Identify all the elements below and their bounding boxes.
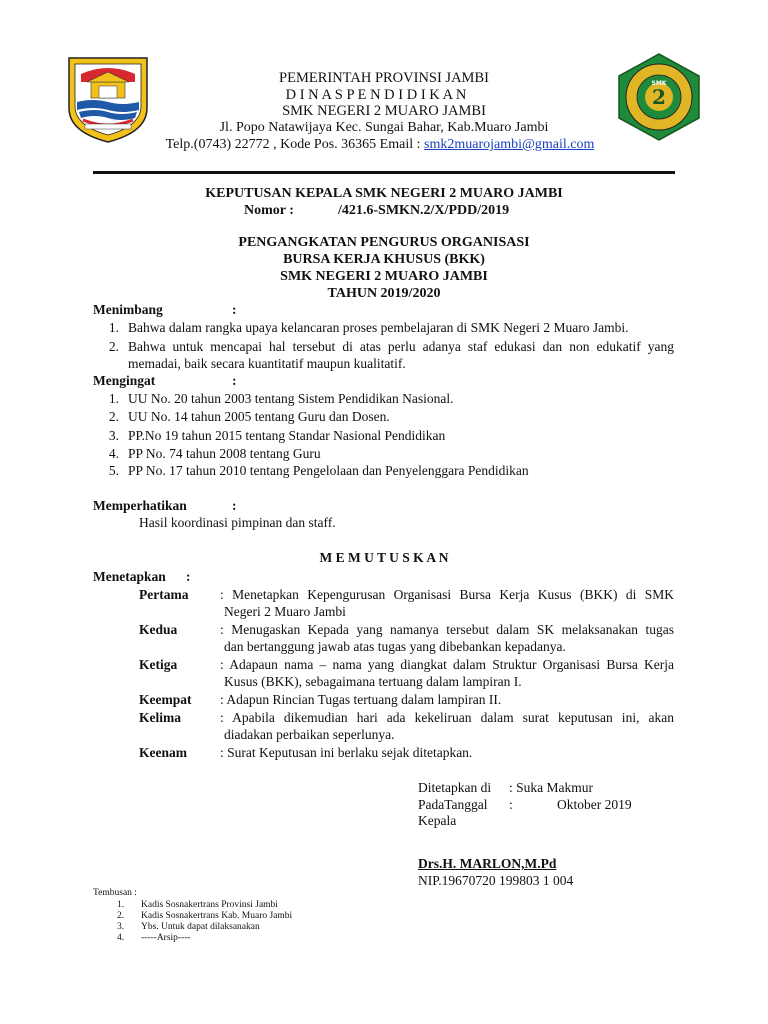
mengingat-item: PP No. 74 tahun 2008 tentang Guru (128, 446, 321, 461)
place-value: : Suka Makmur (509, 780, 593, 795)
menimbang-item: Bahwa dalam rangka upaya kelancaran proses pembelajaran di SMK Negeri 2 Muaro Jambi. (128, 320, 629, 335)
memperhatikan-colon: : (232, 498, 237, 513)
menetapkan-item-line: : Adapun Rincian Tugas tertuang dalam lampiran II. (220, 692, 502, 707)
letterhead-school-name: SMK NEGERI 2 MUARO JAMBI (282, 103, 486, 119)
memperhatikan-text: Hasil koordinasi pimpinan dan staff. (139, 515, 336, 530)
date-value: Oktober 2019 (557, 797, 632, 812)
menetapkan-item-label: Kelima (139, 710, 181, 725)
nomor-value: /421.6-SMKN.2/X/PDD/2019 (338, 203, 510, 218)
tembusan-item: Ybs. Untuk dapat dilaksanakan (141, 922, 260, 932)
letterhead-divider (93, 171, 675, 174)
menetapkan-item-line: : Surat Keputusan ini berlaku sejak ditetapkan. (220, 745, 473, 760)
tembusan-number: 1. (117, 900, 125, 910)
signer-name: Drs.H. MARLON,M.Pd (418, 856, 557, 871)
menetapkan-item-label: Keempat (139, 692, 192, 707)
nomor-label: Nomor : (244, 203, 294, 218)
menetapkan-item-line: : Adapaun nama – nama yang diangkat dalam Struktur Organisasi Bursa Kerja (220, 657, 674, 672)
menetapkan-item-line: : Menetapkan Kepengurusan Organisasi Bursa Kerja Kusus (BKK) di SMK (220, 587, 674, 602)
tembusan-item: -----Arsip---- (141, 933, 191, 943)
mengingat-label: Mengingat (93, 373, 156, 388)
menimbang-label: Menimbang (93, 302, 163, 317)
subject-line-4: TAHUN 2019/2020 (327, 286, 441, 301)
place-label: Ditetapkan di (418, 780, 492, 795)
menetapkan-item-line: diadakan perbaikan seperlunya. (224, 727, 395, 742)
menimbang-item-line: Bahwa untuk mencapai hal tersebut di atas perlu adanya staf edukasi dan non edukatif yang (128, 339, 674, 354)
subject-line-1: PENGANGKATAN PENGURUS ORGANISASI (238, 235, 530, 250)
menimbang-colon: : (232, 302, 237, 317)
menetapkan-colon: : (186, 569, 191, 584)
signer-role: Kepala (418, 813, 457, 828)
signer-nip: NIP.19670720 199803 1 004 (418, 873, 574, 888)
svg-text:SMK: SMK (651, 80, 667, 87)
menetapkan-item-label: Kedua (139, 622, 178, 637)
date-colon: : (509, 797, 513, 812)
memutuskan-heading: M E M U T U S K A N (319, 550, 449, 565)
mengingat-number: 1. (108, 391, 119, 406)
decree-title: KEPUTUSAN KEPALA SMK NEGERI 2 MUARO JAMBI (205, 186, 563, 201)
mengingat-colon: : (232, 373, 237, 388)
mengingat-number: 2. (108, 409, 119, 424)
contact-text: Telp.(0743) 22772 , Kode Pos. 36365 Email : (165, 137, 424, 152)
menetapkan-item-label: Ketiga (139, 657, 178, 672)
smk-negeri-2-logo (613, 52, 705, 142)
subject-line-3: SMK NEGERI 2 MUARO JAMBI (280, 269, 488, 284)
menetapkan-item-line: Kusus (BKK), sebagaimana tertuang dalam lampiran I. (224, 674, 522, 689)
tembusan-item: Kadis Sosnakertrans Provinsi Jambi (141, 900, 278, 910)
letterhead-line2: D I N A S P E N D I D I K A N (285, 87, 467, 103)
mengingat-item: UU No. 20 tahun 2003 tentang Sistem Pendidikan Nasional. (128, 391, 454, 406)
mengingat-number: 4. (108, 446, 119, 461)
email-link[interactable]: smk2muarojambi@gmail.com (424, 137, 595, 152)
tembusan-item: Kadis Sosnakertrans Kab. Muaro Jambi (141, 911, 293, 921)
menetapkan-item-label: Pertama (139, 587, 189, 602)
menetapkan-item-label: Keenam (139, 745, 187, 760)
letterhead-address: Jl. Popo Natawijaya Kec. Sungai Bahar, Kab.Muaro Jambi (219, 120, 549, 135)
mengingat-number: 5. (108, 463, 119, 478)
tembusan-number: 3. (117, 922, 125, 932)
letterhead-line1: PEMERINTAH PROVINSI JAMBI (279, 70, 489, 86)
mengingat-item: PP No. 17 tahun 2010 tentang Pengelolaan dan Penyelenggara Pendidikan (128, 463, 529, 478)
date-label: PadaTanggal (418, 797, 488, 812)
mengingat-item: PP.No 19 tahun 2015 tentang Standar Nasional Pendidikan (128, 428, 446, 443)
menimbang-number: 1. (108, 320, 119, 335)
svg-text:2: 2 (652, 85, 666, 109)
menetapkan-label: Menetapkan (93, 569, 166, 584)
mengingat-item: UU No. 14 tahun 2005 tentang Guru dan Dosen. (128, 409, 390, 424)
tembusan-label: Tembusan : (93, 888, 137, 898)
memperhatikan-label: Memperhatikan (93, 498, 187, 513)
mengingat-number: 3. (108, 428, 119, 443)
menetapkan-item-line: Negeri 2 Muaro Jambi (224, 604, 346, 619)
tembusan-number: 2. (117, 911, 125, 921)
menimbang-number: 2. (108, 339, 119, 354)
menetapkan-item-line: : Menugaskan Kepada yang namanya tersebut dalam SK melaksanakan tugas (220, 622, 674, 637)
tembusan-number: 4. (117, 933, 125, 943)
menimbang-item-line: memadai, baik secara kuantitatif maupun kualitatif. (128, 356, 406, 371)
subject-line-2: BURSA KERJA KHUSUS (BKK) (283, 252, 485, 267)
menetapkan-item-line: dan bertanggung jawab atas tugas yang dibebankan kepadanya. (224, 639, 566, 654)
menetapkan-item-line: : Apabila dikemudian hari ada kekeliruan dalam surat keputusan ini, akan (220, 710, 674, 725)
